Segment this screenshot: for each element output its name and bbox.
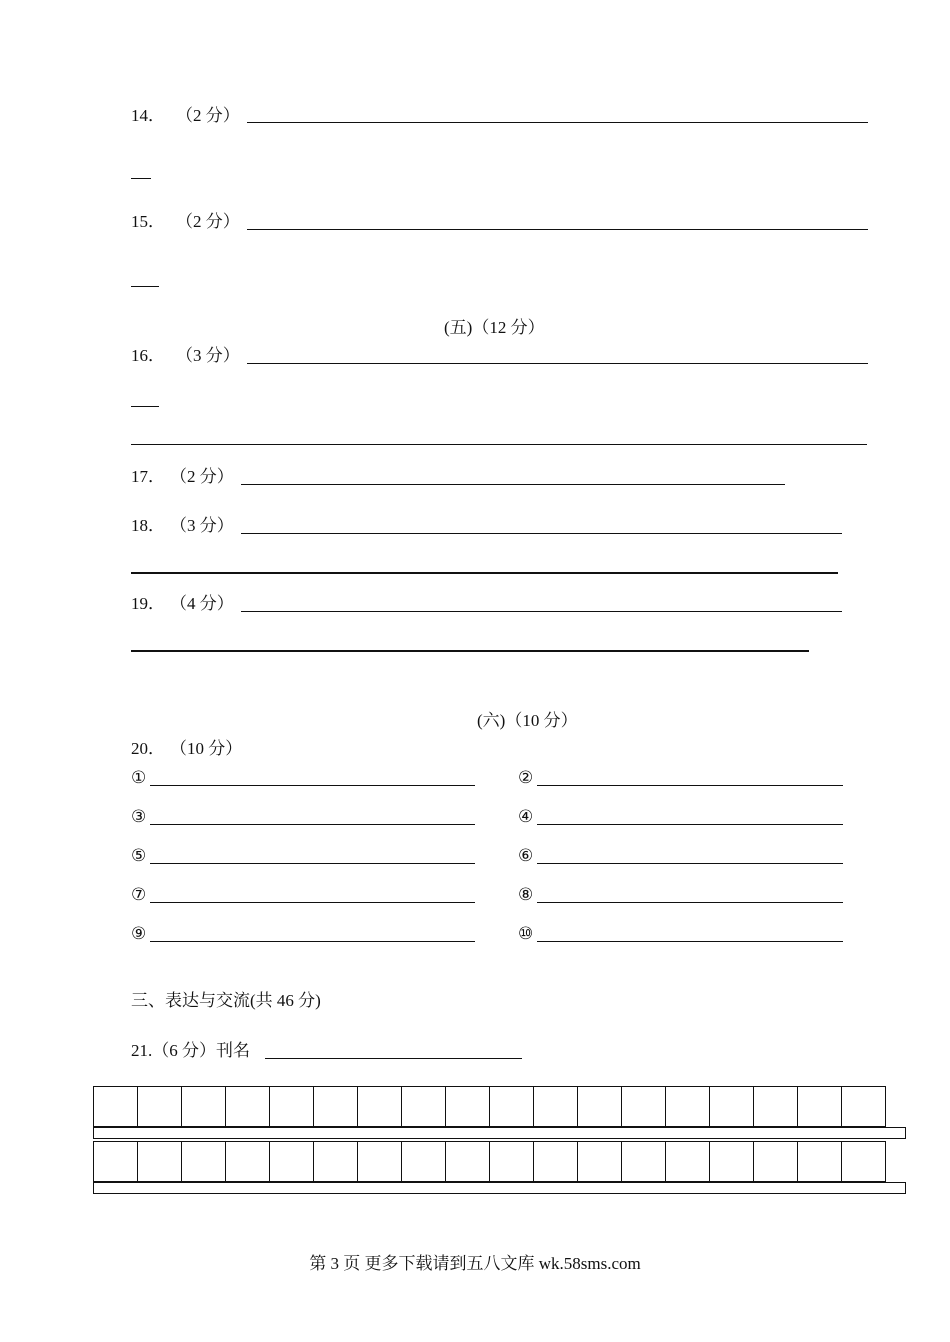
q20-item-7-line[interactable] <box>150 902 475 903</box>
writing-grid-cell[interactable] <box>138 1141 182 1182</box>
q20-item-6-label: ⑥ <box>518 846 534 865</box>
writing-grid-cell[interactable] <box>754 1141 798 1182</box>
writing-grid-cell[interactable] <box>710 1141 754 1182</box>
section-six-heading: (六)（10 分） <box>477 711 578 730</box>
q15-score: （2 分） <box>176 212 240 231</box>
q15-answer-line-cont[interactable] <box>131 286 159 287</box>
writing-grid-cell[interactable] <box>138 1086 182 1127</box>
section-five-heading: (五)（12 分） <box>444 318 545 337</box>
writing-grid-cell[interactable] <box>534 1141 578 1182</box>
writing-grid-row-1[interactable] <box>93 1086 886 1127</box>
q20-item-1-label: ① <box>131 768 147 787</box>
writing-grid-cell[interactable] <box>798 1086 842 1127</box>
writing-grid-strip-1 <box>93 1127 906 1139</box>
section-three-heading: 三、表达与交流(共 46 分) <box>131 991 321 1010</box>
q14-answer-line-cont[interactable] <box>131 178 151 179</box>
q20-item-10-line[interactable] <box>537 941 843 942</box>
writing-grid-strip-2 <box>93 1182 906 1194</box>
page-footer: 第 3 页 更多下载请到五八文库 wk.58sms.com <box>309 1254 641 1273</box>
writing-grid-cell[interactable] <box>182 1141 226 1182</box>
q16-answer-line-cont[interactable] <box>131 406 159 407</box>
writing-grid-cell[interactable] <box>798 1141 842 1182</box>
q20-item-9-line[interactable] <box>150 941 475 942</box>
q15-number: 15． <box>131 212 165 231</box>
writing-grid-row-2[interactable] <box>93 1141 886 1182</box>
q19-answer-line-2[interactable] <box>131 650 809 652</box>
q20-item-4-line[interactable] <box>537 824 843 825</box>
writing-grid-cell[interactable] <box>270 1141 314 1182</box>
writing-grid-cell[interactable] <box>358 1141 402 1182</box>
q19-answer-line[interactable] <box>241 611 842 612</box>
writing-grid-cell[interactable] <box>358 1086 402 1127</box>
writing-grid-cell[interactable] <box>534 1086 578 1127</box>
writing-grid-cell[interactable] <box>666 1141 710 1182</box>
writing-grid-cell[interactable] <box>446 1086 490 1127</box>
q20-item-1-line[interactable] <box>150 785 475 786</box>
q20-number: 20． <box>131 739 165 758</box>
writing-grid-cell[interactable] <box>314 1141 358 1182</box>
writing-grid-cell[interactable] <box>490 1141 534 1182</box>
q14-number: 14． <box>131 106 165 125</box>
q18-answer-line[interactable] <box>241 533 842 534</box>
q20-score: （10 分） <box>170 739 243 758</box>
q20-item-2-line[interactable] <box>537 785 843 786</box>
q16-answer-line[interactable] <box>247 363 868 364</box>
q17-score: （2 分） <box>170 467 234 486</box>
writing-grid-cell[interactable] <box>226 1141 270 1182</box>
writing-grid-cell[interactable] <box>622 1086 666 1127</box>
writing-grid-cell[interactable] <box>446 1141 490 1182</box>
writing-grid-cell[interactable] <box>622 1141 666 1182</box>
writing-grid-cell[interactable] <box>94 1086 138 1127</box>
writing-grid-cell[interactable] <box>314 1086 358 1127</box>
q21-label: 21.（6 分）刊名 <box>131 1041 250 1060</box>
q20-item-2-label: ② <box>518 768 534 787</box>
q18-score: （3 分） <box>170 516 234 535</box>
writing-grid-cell[interactable] <box>402 1141 446 1182</box>
q20-item-9-label: ⑨ <box>131 924 147 943</box>
writing-grid-cell[interactable] <box>270 1086 314 1127</box>
writing-grid-cell[interactable] <box>578 1141 622 1182</box>
q20-item-3-line[interactable] <box>150 824 475 825</box>
q20-item-6-line[interactable] <box>537 863 843 864</box>
writing-grid-cell[interactable] <box>578 1086 622 1127</box>
writing-grid-cell[interactable] <box>666 1086 710 1127</box>
q16-answer-line-2[interactable] <box>131 444 867 445</box>
q20-item-10-label: ⑩ <box>518 924 534 943</box>
q20-item-4-label: ④ <box>518 807 534 826</box>
q18-answer-line-2[interactable] <box>131 572 838 574</box>
writing-grid-cell[interactable] <box>182 1086 226 1127</box>
q20-item-5-line[interactable] <box>150 863 475 864</box>
q20-item-8-label: ⑧ <box>518 885 534 904</box>
writing-grid-cell[interactable] <box>754 1086 798 1127</box>
q20-item-7-label: ⑦ <box>131 885 147 904</box>
q15-answer-line[interactable] <box>247 229 868 230</box>
q18-number: 18． <box>131 516 165 535</box>
q19-score: （4 分） <box>170 594 234 613</box>
writing-grid-cell[interactable] <box>226 1086 270 1127</box>
q21-title-line[interactable] <box>265 1058 522 1059</box>
writing-grid-cell[interactable] <box>842 1141 886 1182</box>
writing-grid-cell[interactable] <box>490 1086 534 1127</box>
q19-number: 19． <box>131 594 165 613</box>
q20-item-3-label: ③ <box>131 807 147 826</box>
q17-answer-line[interactable] <box>241 484 785 485</box>
q17-number: 17． <box>131 467 165 486</box>
q16-score: （3 分） <box>176 346 240 365</box>
q14-answer-line[interactable] <box>247 122 868 123</box>
writing-grid-cell[interactable] <box>710 1086 754 1127</box>
q20-item-8-line[interactable] <box>537 902 843 903</box>
q16-number: 16． <box>131 346 165 365</box>
writing-grid-cell[interactable] <box>94 1141 138 1182</box>
q20-item-5-label: ⑤ <box>131 846 147 865</box>
writing-grid-cell[interactable] <box>402 1086 446 1127</box>
writing-grid-cell[interactable] <box>842 1086 886 1127</box>
q14-score: （2 分） <box>176 106 240 125</box>
